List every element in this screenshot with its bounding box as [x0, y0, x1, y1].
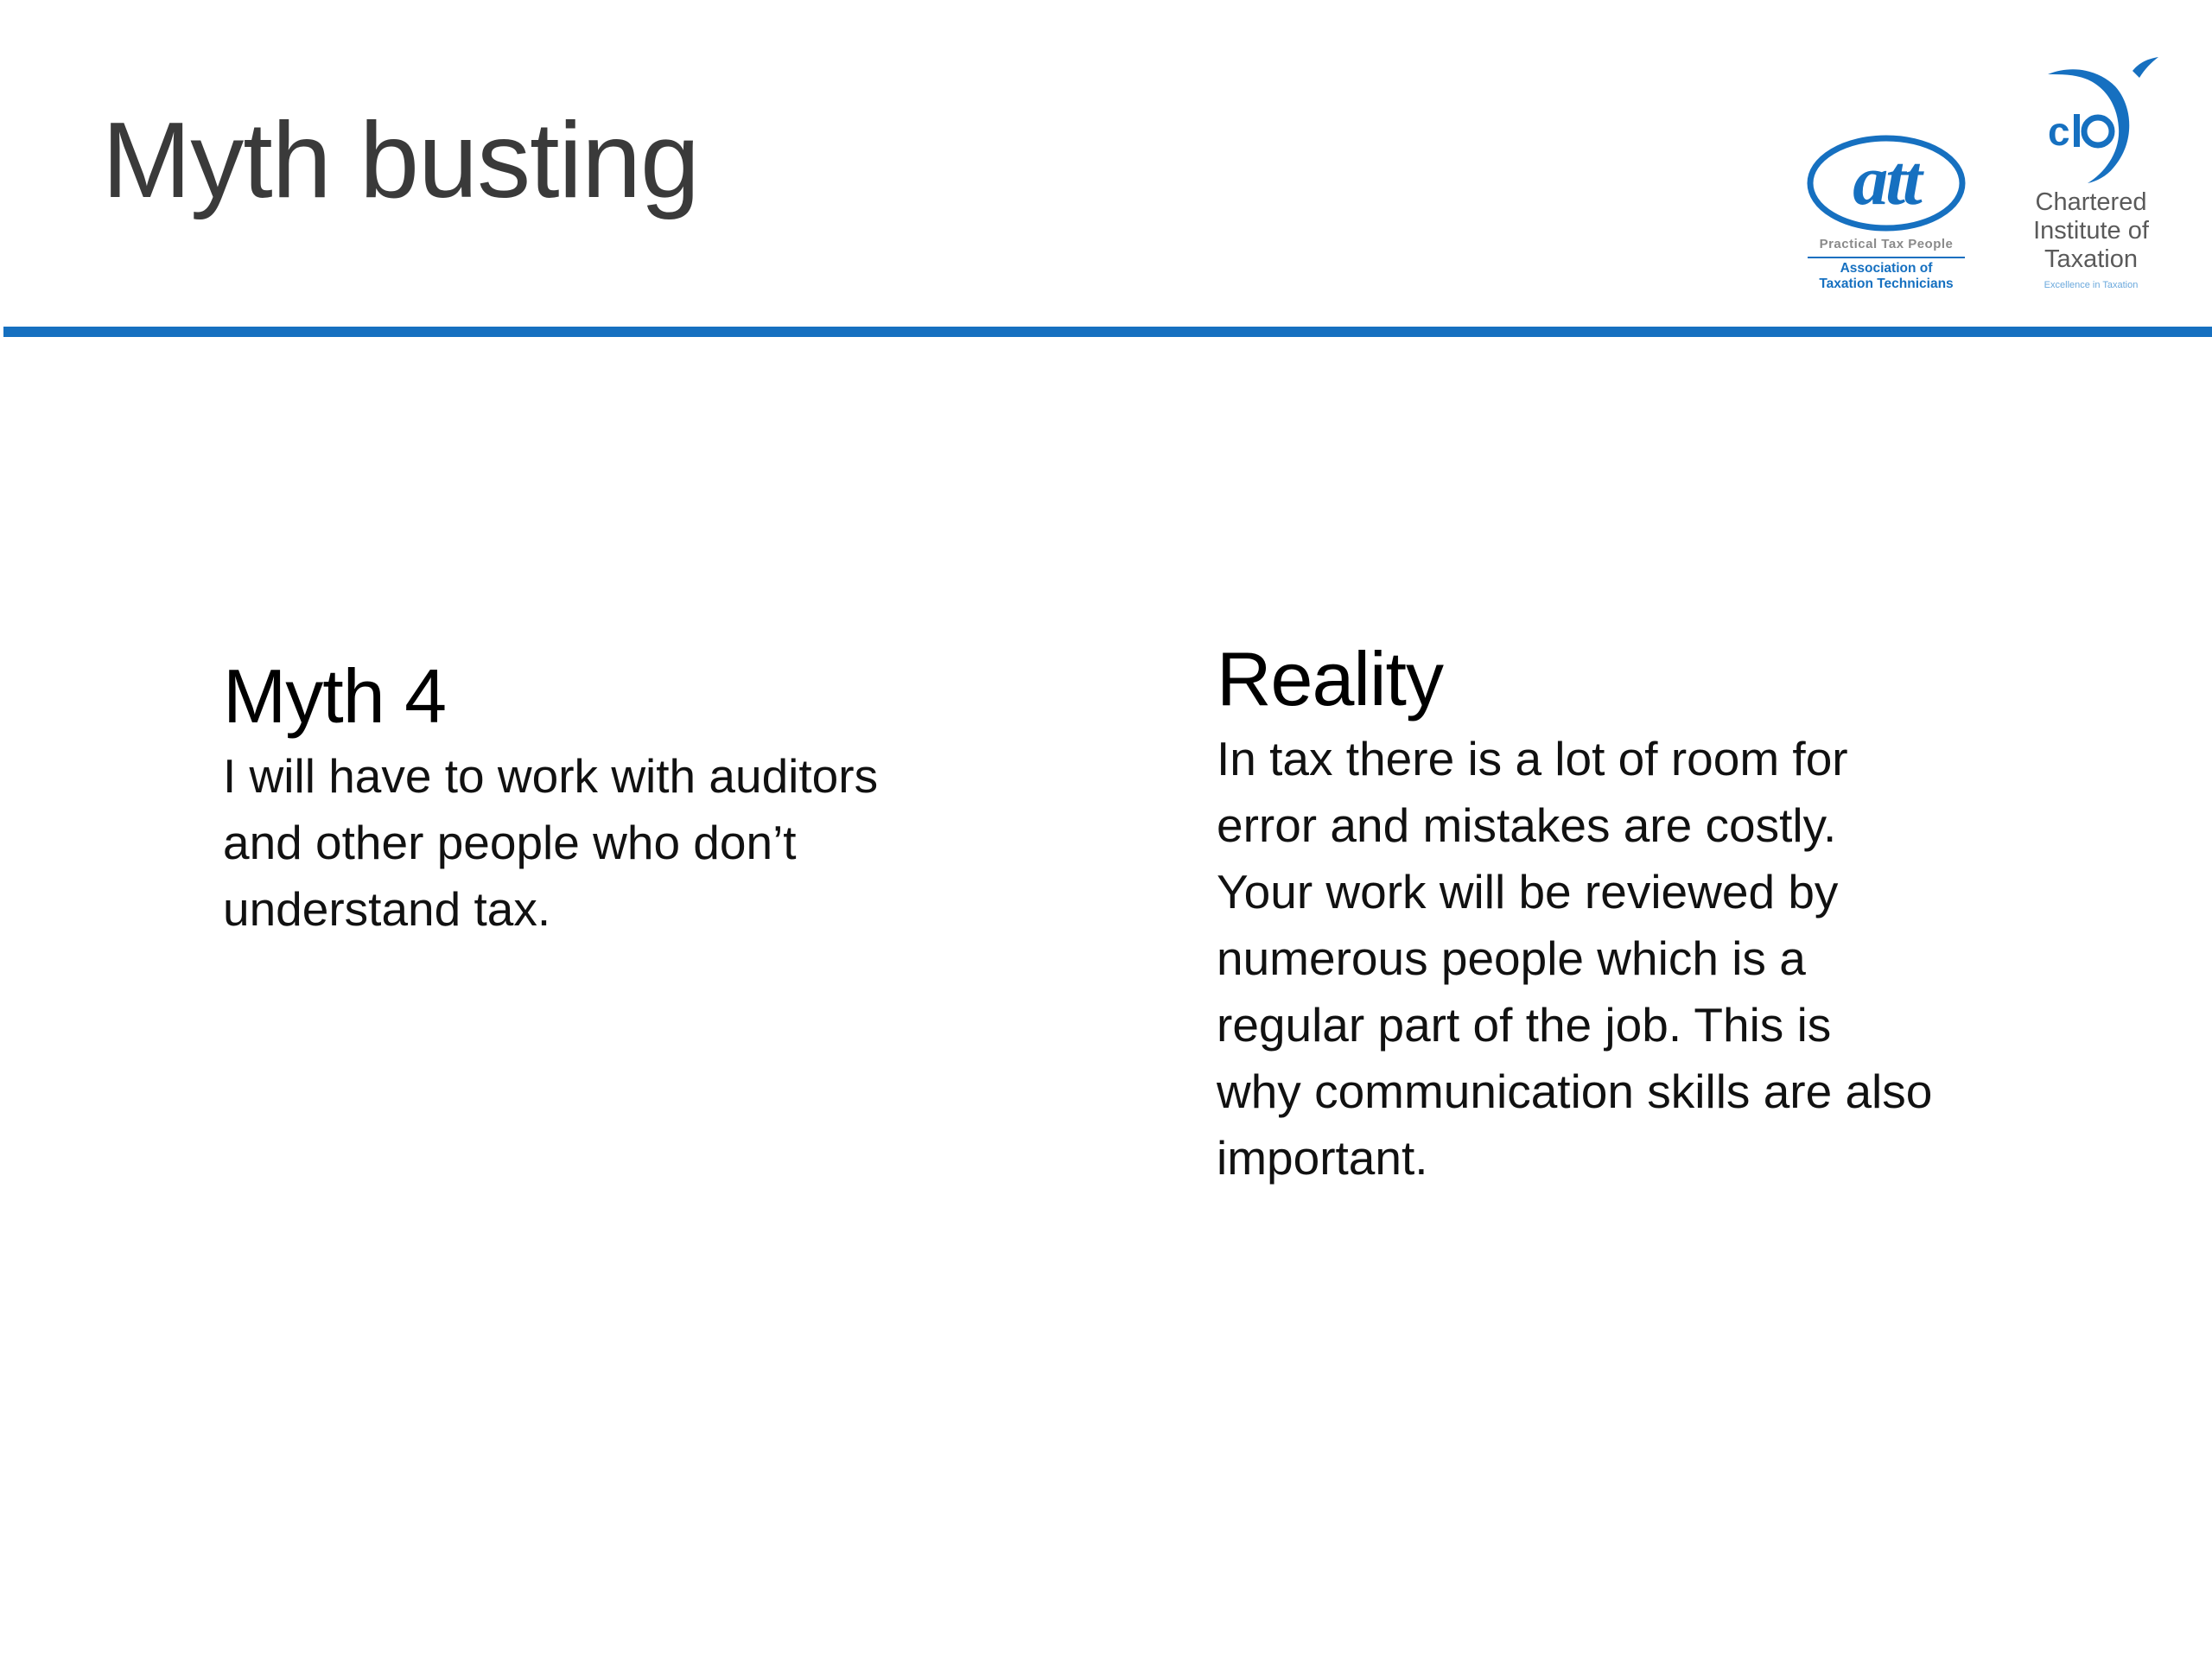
reality-body: In tax there is a lot of room for error and mistakes are costly. Your work will be reviewed by numerous people which is a regular part of the job. This is why communication skills are also important.	[1217, 732, 1933, 1185]
ciot-name	[2013, 188, 2169, 274]
ciot-name-line1: Chartered	[2035, 188, 2147, 216]
ciot-strapline: Excellence in Taxation	[2044, 280, 2139, 290]
header-divider	[3, 327, 2212, 337]
ciot-logo-mark	[2031, 52, 2160, 190]
ciot-logo	[2022, 52, 2160, 302]
myth-body: I will have to work with auditors and other people who don’t understand tax.	[223, 749, 879, 936]
att-logo-mark	[1804, 130, 1968, 233]
ciot-name-line2: Institute of	[2033, 217, 2149, 245]
att-tagline: Practical Tax People	[1819, 237, 1954, 251]
slide-title: Myth busting	[102, 101, 700, 220]
att-divider	[1808, 257, 1965, 258]
svg-text:att: att	[1853, 141, 1920, 219]
att-name-line2: Taxation Technicians	[1819, 276, 1954, 291]
att-name	[1804, 261, 1968, 292]
att-name-line1: Association of	[1840, 261, 1933, 276]
reality-heading: Reality	[1217, 636, 1443, 721]
myth-column	[223, 650, 983, 943]
myth-heading: Myth 4	[223, 653, 447, 739]
att-logo	[1804, 130, 1968, 299]
reality-column	[1217, 636, 2063, 1192]
svg-text:c: c	[2048, 109, 2070, 154]
ciot-name-line3: Taxation	[2044, 245, 2138, 273]
